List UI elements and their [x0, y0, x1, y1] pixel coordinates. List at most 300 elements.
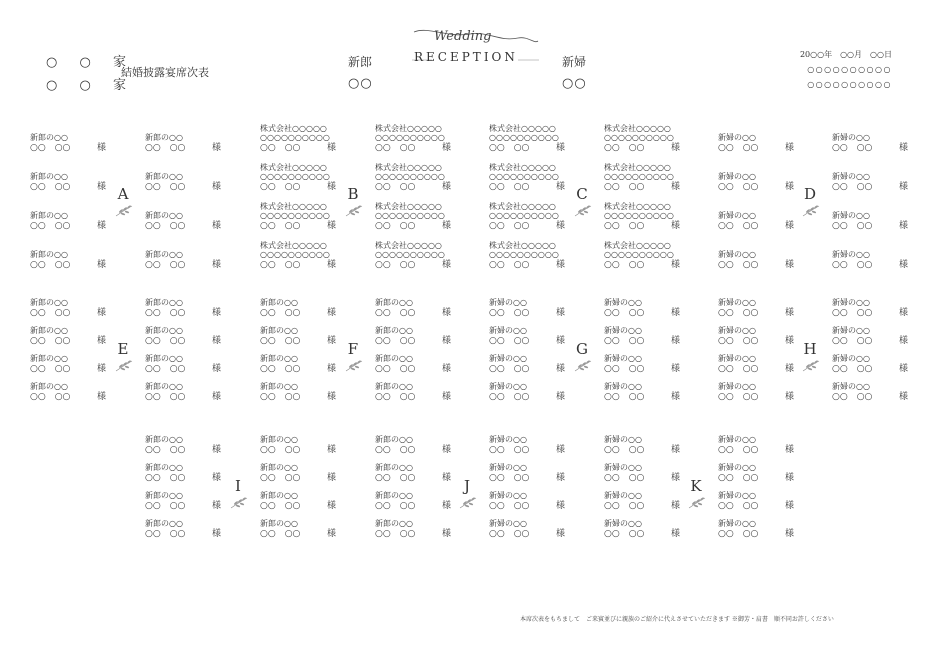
guest-entry	[375, 519, 455, 540]
guest-honorific: 様	[670, 221, 680, 231]
guest-name: ○○ ○○	[718, 501, 759, 511]
guest-honorific: 様	[96, 143, 106, 153]
guest-entry	[375, 163, 455, 193]
guest-name-line	[604, 259, 684, 271]
guest-name: ○○ ○○	[260, 364, 301, 374]
guest-name-line	[489, 363, 569, 375]
bride-name: ○○	[562, 76, 587, 91]
guest-entry	[260, 202, 340, 232]
guest-title: 新婦の○○	[718, 250, 756, 259]
guest-name: ○○ ○○	[260, 221, 301, 231]
guest-title: 株式会社○○○○○	[260, 241, 327, 250]
guest-name: ○○ ○○	[718, 392, 759, 402]
guest-name: ○○ ○○	[375, 336, 416, 346]
guest-entry	[718, 354, 798, 375]
guest-name-line	[145, 472, 225, 484]
guest-honorific: 様	[670, 392, 680, 402]
leaf-ornament-icon	[344, 358, 364, 372]
guest-name: ○○ ○○	[718, 221, 759, 231]
guest-title: 株式会社○○○○○	[489, 124, 556, 133]
guest-name-line	[604, 444, 684, 456]
guest-honorific: 様	[96, 364, 106, 374]
guest-honorific: 様	[555, 473, 565, 483]
guest-entry	[832, 211, 912, 232]
table-label-k: K	[690, 477, 702, 495]
guest-entry	[145, 133, 225, 154]
guest-title: 株式会社○○○○○	[489, 202, 556, 211]
guest-name-line	[145, 528, 225, 540]
guest-entry	[260, 241, 340, 271]
guest-honorific: 様	[441, 336, 451, 346]
table-label-g: G	[576, 340, 588, 358]
guest-title: 新婦の○○	[832, 172, 870, 181]
guest-honorific: 様	[555, 182, 565, 192]
guest-title: 新郎の○○	[145, 211, 183, 220]
guest-title: 株式会社○○○○○	[375, 163, 442, 172]
guest-company-detail: ○○○○○○○○○○	[260, 172, 330, 181]
guest-title: 新婦の○○	[604, 463, 642, 472]
guest-title: 新郎の○○	[145, 519, 183, 528]
table-label-h: H	[803, 340, 817, 358]
guest-honorific: 様	[784, 501, 794, 511]
guest-name: ○○ ○○	[604, 143, 645, 153]
guest-honorific: 様	[211, 221, 221, 231]
guest-entry	[145, 382, 225, 403]
guest-name: ○○ ○○	[30, 364, 71, 374]
guest-name: ○○ ○○	[260, 473, 301, 483]
table-label-b: B	[347, 185, 359, 203]
guest-entry	[832, 172, 912, 193]
guest-honorific: 様	[96, 221, 106, 231]
guest-name-line	[260, 391, 340, 403]
guest-honorific: 様	[96, 260, 106, 270]
guest-name-line	[145, 220, 225, 232]
guest-honorific: 様	[211, 473, 221, 483]
guest-entry	[30, 382, 110, 403]
guest-name: ○○ ○○	[718, 336, 759, 346]
guest-name-line	[260, 472, 340, 484]
family-name-left-1: ○ ○ 家	[46, 55, 135, 70]
guest-entry	[489, 163, 569, 193]
guest-honorific: 様	[670, 501, 680, 511]
leaf-ornament-icon	[458, 495, 478, 509]
guest-title: 新婦の○○	[718, 435, 756, 444]
guest-entry	[145, 354, 225, 375]
guest-entry	[375, 463, 455, 484]
guest-entry	[832, 326, 912, 347]
guest-name-line	[30, 142, 110, 154]
guest-name-line	[145, 335, 225, 347]
guest-entry	[30, 354, 110, 375]
guest-name: ○○ ○○	[718, 364, 759, 374]
guest-name: ○○ ○○	[145, 143, 186, 153]
guest-name-line	[718, 472, 798, 484]
guest-entry	[30, 250, 110, 271]
guest-honorific: 様	[326, 364, 336, 374]
guest-name-line	[375, 142, 455, 154]
table-label-a: A	[117, 185, 129, 203]
guest-name: ○○ ○○	[489, 501, 530, 511]
guest-honorific: 様	[670, 364, 680, 374]
guest-title: 新郎の○○	[145, 250, 183, 259]
guest-honorific: 様	[211, 182, 221, 192]
guest-honorific: 様	[670, 529, 680, 539]
guest-name: ○○ ○○	[489, 336, 530, 346]
guest-honorific: 様	[670, 445, 680, 455]
guest-honorific: 様	[441, 364, 451, 374]
guest-title: 株式会社○○○○○	[489, 163, 556, 172]
guest-title: 新婦の○○	[718, 211, 756, 220]
guest-entry	[718, 326, 798, 347]
guest-honorific: 様	[555, 445, 565, 455]
guest-title: 新婦の○○	[489, 435, 527, 444]
guest-title: 株式会社○○○○○	[604, 163, 671, 172]
table-label-d: D	[803, 185, 817, 203]
guest-title: 新郎の○○	[375, 519, 413, 528]
guest-name: ○○ ○○	[30, 221, 71, 231]
guest-name: ○○ ○○	[145, 473, 186, 483]
guest-name-line	[375, 444, 455, 456]
guest-entry	[489, 463, 569, 484]
guest-name: ○○ ○○	[604, 182, 645, 192]
guest-name-line	[145, 363, 225, 375]
guest-entry	[30, 298, 110, 319]
guest-company-detail: ○○○○○○○○○○	[489, 250, 559, 259]
venue-line-2: ○○○○○○○○○○	[807, 80, 892, 89]
leaf-ornament-icon	[344, 203, 364, 217]
guest-name: ○○ ○○	[489, 308, 530, 318]
guest-entry	[489, 326, 569, 347]
guest-name: ○○ ○○	[604, 501, 645, 511]
guest-entry	[604, 435, 684, 456]
guest-title: 新婦の○○	[604, 298, 642, 307]
guest-name-line	[145, 500, 225, 512]
guest-name: ○○ ○○	[718, 143, 759, 153]
guest-name: ○○ ○○	[604, 473, 645, 483]
guest-name: ○○ ○○	[832, 182, 873, 192]
guest-honorific: 様	[898, 364, 908, 374]
guest-entry	[718, 435, 798, 456]
leaf-ornament-icon	[801, 358, 821, 372]
guest-honorific: 様	[441, 182, 451, 192]
guest-name-line	[260, 363, 340, 375]
guest-title: 新郎の○○	[30, 354, 68, 363]
guest-name-line	[260, 528, 340, 540]
guest-name-line	[604, 391, 684, 403]
guest-name: ○○ ○○	[260, 143, 301, 153]
guest-name: ○○ ○○	[718, 308, 759, 318]
guest-name: ○○ ○○	[604, 221, 645, 231]
guest-title: 新郎の○○	[145, 382, 183, 391]
guest-title: 新郎の○○	[260, 298, 298, 307]
guest-name: ○○ ○○	[489, 529, 530, 539]
guest-name-line	[30, 307, 110, 319]
guest-entry	[375, 354, 455, 375]
guest-title: 新郎の○○	[260, 326, 298, 335]
guest-entry	[489, 382, 569, 403]
guest-entry	[375, 326, 455, 347]
leaf-ornament-icon	[114, 358, 134, 372]
guest-title: 新婦の○○	[718, 463, 756, 472]
bride-label: 新婦	[562, 55, 587, 69]
logo-script-text: Wedding	[434, 29, 492, 44]
guest-honorific: 様	[784, 392, 794, 402]
guest-title: 新婦の○○	[832, 211, 870, 220]
guest-name-line	[489, 528, 569, 540]
guest-title: 新郎の○○	[30, 250, 68, 259]
guest-entry	[832, 298, 912, 319]
guest-honorific: 様	[211, 392, 221, 402]
guest-entry	[145, 435, 225, 456]
guest-name: ○○ ○○	[375, 143, 416, 153]
guest-name-line	[260, 220, 340, 232]
guest-name: ○○ ○○	[718, 445, 759, 455]
guest-name-line	[375, 307, 455, 319]
guest-title: 新郎の○○	[145, 133, 183, 142]
guest-title: 新婦の○○	[489, 519, 527, 528]
guest-name: ○○ ○○	[604, 445, 645, 455]
guest-honorific: 様	[784, 221, 794, 231]
guest-name: ○○ ○○	[489, 364, 530, 374]
guest-name-line	[375, 335, 455, 347]
guest-honorific: 様	[441, 501, 451, 511]
guest-name: ○○ ○○	[145, 336, 186, 346]
guest-entry	[375, 435, 455, 456]
guest-name-line	[718, 528, 798, 540]
guest-name-line	[260, 307, 340, 319]
guest-entry	[718, 133, 798, 154]
guest-name-line	[260, 259, 340, 271]
guest-honorific: 様	[96, 336, 106, 346]
guest-name-line	[30, 363, 110, 375]
guest-entry	[604, 491, 684, 512]
guest-name-line	[30, 335, 110, 347]
guest-name: ○○ ○○	[604, 392, 645, 402]
guest-title: 新婦の○○	[489, 382, 527, 391]
guest-entry	[375, 202, 455, 232]
guest-name-line	[604, 142, 684, 154]
guest-title: 新郎の○○	[260, 382, 298, 391]
guest-honorific: 様	[211, 143, 221, 153]
guest-name: ○○ ○○	[375, 392, 416, 402]
guest-entry	[30, 211, 110, 232]
guest-honorific: 様	[784, 445, 794, 455]
guest-name-line	[489, 307, 569, 319]
guest-name-line	[604, 181, 684, 193]
guest-title: 株式会社○○○○○	[604, 202, 671, 211]
guest-entry	[145, 519, 225, 540]
guest-company-detail: ○○○○○○○○○○	[604, 250, 674, 259]
guest-entry	[260, 298, 340, 319]
guest-entry	[145, 491, 225, 512]
guest-name: ○○ ○○	[30, 336, 71, 346]
guest-entry	[718, 382, 798, 403]
guest-honorific: 様	[784, 182, 794, 192]
guest-name: ○○ ○○	[145, 529, 186, 539]
guest-title: 株式会社○○○○○	[260, 202, 327, 211]
guest-honorific: 様	[784, 308, 794, 318]
guest-name-line	[375, 220, 455, 232]
guest-title: 新郎の○○	[30, 211, 68, 220]
guest-title: 新婦の○○	[718, 172, 756, 181]
guest-honorific: 様	[784, 336, 794, 346]
guest-name-line	[604, 363, 684, 375]
guest-entry	[832, 354, 912, 375]
guest-name-line	[489, 444, 569, 456]
guest-honorific: 様	[898, 308, 908, 318]
guest-title: 株式会社○○○○○	[260, 163, 327, 172]
guest-honorific: 様	[441, 529, 451, 539]
guest-name: ○○ ○○	[260, 392, 301, 402]
table-label-c: C	[576, 185, 588, 203]
leaf-ornament-icon	[801, 203, 821, 217]
guest-title: 新婦の○○	[489, 298, 527, 307]
guest-name-line	[489, 220, 569, 232]
leaf-ornament-icon	[573, 358, 593, 372]
guest-company-detail: ○○○○○○○○○○	[375, 211, 445, 220]
guest-title: 新婦の○○	[489, 326, 527, 335]
guest-name: ○○ ○○	[832, 392, 873, 402]
guest-company-detail: ○○○○○○○○○○	[375, 133, 445, 142]
guest-name: ○○ ○○	[30, 392, 71, 402]
guest-name: ○○ ○○	[375, 221, 416, 231]
guest-title: 新郎の○○	[375, 435, 413, 444]
guest-honorific: 様	[555, 308, 565, 318]
guest-honorific: 様	[555, 260, 565, 270]
guest-name-line	[604, 472, 684, 484]
guest-name: ○○ ○○	[832, 221, 873, 231]
guest-title: 新郎の○○	[260, 519, 298, 528]
guest-title: 新婦の○○	[832, 250, 870, 259]
guest-title: 新婦の○○	[604, 491, 642, 500]
guest-entry	[145, 298, 225, 319]
guest-name-line	[145, 259, 225, 271]
guest-name: ○○ ○○	[375, 260, 416, 270]
guest-entry	[260, 163, 340, 193]
guest-title: 新郎の○○	[30, 133, 68, 142]
guest-entry	[145, 326, 225, 347]
guest-entry	[832, 382, 912, 403]
guest-name: ○○ ○○	[375, 501, 416, 511]
guest-name: ○○ ○○	[260, 182, 301, 192]
guest-title: 新郎の○○	[30, 172, 68, 181]
guest-honorific: 様	[555, 221, 565, 231]
guest-name: ○○ ○○	[489, 143, 530, 153]
guest-entry	[604, 519, 684, 540]
guest-honorific: 様	[326, 392, 336, 402]
guest-honorific: 様	[670, 308, 680, 318]
guest-honorific: 様	[670, 336, 680, 346]
guest-entry	[604, 124, 684, 154]
guest-name: ○○ ○○	[832, 143, 873, 153]
guest-company-detail: ○○○○○○○○○○	[260, 250, 330, 259]
guest-name: ○○ ○○	[260, 501, 301, 511]
guest-name: ○○ ○○	[718, 473, 759, 483]
guest-entry	[718, 250, 798, 271]
guest-name-line	[30, 181, 110, 193]
guest-honorific: 様	[211, 260, 221, 270]
guest-entry	[604, 382, 684, 403]
guest-title: 新婦の○○	[832, 298, 870, 307]
guest-name-line	[145, 142, 225, 154]
table-label-i: I	[235, 477, 241, 495]
guest-name-line	[145, 444, 225, 456]
guest-name-line	[718, 391, 798, 403]
guest-name: ○○ ○○	[489, 260, 530, 270]
guest-name: ○○ ○○	[145, 445, 186, 455]
guest-honorific: 様	[326, 336, 336, 346]
guest-title: 新婦の○○	[718, 133, 756, 142]
guest-name: ○○ ○○	[145, 221, 186, 231]
guest-name-line	[30, 220, 110, 232]
guest-honorific: 様	[326, 182, 336, 192]
guest-name-line	[145, 307, 225, 319]
guest-title: 新婦の○○	[604, 519, 642, 528]
guest-title: 新婦の○○	[604, 326, 642, 335]
guest-name: ○○ ○○	[375, 308, 416, 318]
leaf-ornament-icon	[114, 203, 134, 217]
guest-entry	[489, 435, 569, 456]
guest-entry	[718, 519, 798, 540]
guest-name-line	[489, 472, 569, 484]
guest-title: 株式会社○○○○○	[375, 124, 442, 133]
guest-title: 新郎の○○	[260, 463, 298, 472]
guest-title: 新婦の○○	[832, 354, 870, 363]
guest-honorific: 様	[326, 260, 336, 270]
guest-name-line	[604, 307, 684, 319]
family-name-left-2: ○ ○ 家	[46, 78, 135, 93]
guest-honorific: 様	[96, 308, 106, 318]
guest-entry	[375, 241, 455, 271]
guest-title: 新郎の○○	[30, 298, 68, 307]
guest-honorific: 様	[211, 501, 221, 511]
guest-name-line	[489, 181, 569, 193]
guest-name-line	[832, 391, 912, 403]
guest-company-detail: ○○○○○○○○○○	[604, 211, 674, 220]
guest-name: ○○ ○○	[375, 182, 416, 192]
guest-honorific: 様	[898, 392, 908, 402]
guest-entry	[30, 326, 110, 347]
guest-honorific: 様	[326, 501, 336, 511]
guest-name: ○○ ○○	[145, 260, 186, 270]
guest-name: ○○ ○○	[604, 336, 645, 346]
guest-name-line	[718, 335, 798, 347]
guest-title: 新郎の○○	[145, 298, 183, 307]
guest-honorific: 様	[670, 260, 680, 270]
guest-name: ○○ ○○	[489, 182, 530, 192]
reception-logo	[408, 24, 543, 68]
guest-name-line	[832, 220, 912, 232]
guest-name-line	[604, 528, 684, 540]
guest-name: ○○ ○○	[375, 529, 416, 539]
guest-honorific: 様	[555, 143, 565, 153]
guest-name-line	[260, 142, 340, 154]
logo-main-text: RECEPTION	[414, 50, 518, 64]
guest-honorific: 様	[211, 308, 221, 318]
guest-honorific: 様	[326, 221, 336, 231]
groom-name: ○○	[348, 76, 373, 91]
guest-honorific: 様	[898, 260, 908, 270]
footer-note: 本席次表をもちまして ご来賓並びに親族のご紹介に代えさせていただきます ※御芳・肩書 順不同お許しください	[520, 616, 834, 623]
guest-name: ○○ ○○	[832, 260, 873, 270]
guest-honorific: 様	[441, 143, 451, 153]
guest-entry	[832, 133, 912, 154]
guest-honorific: 様	[211, 364, 221, 374]
groom-label: 新郎	[348, 55, 373, 69]
guest-name: ○○ ○○	[718, 182, 759, 192]
guest-honorific: 様	[326, 143, 336, 153]
guest-entry	[145, 463, 225, 484]
